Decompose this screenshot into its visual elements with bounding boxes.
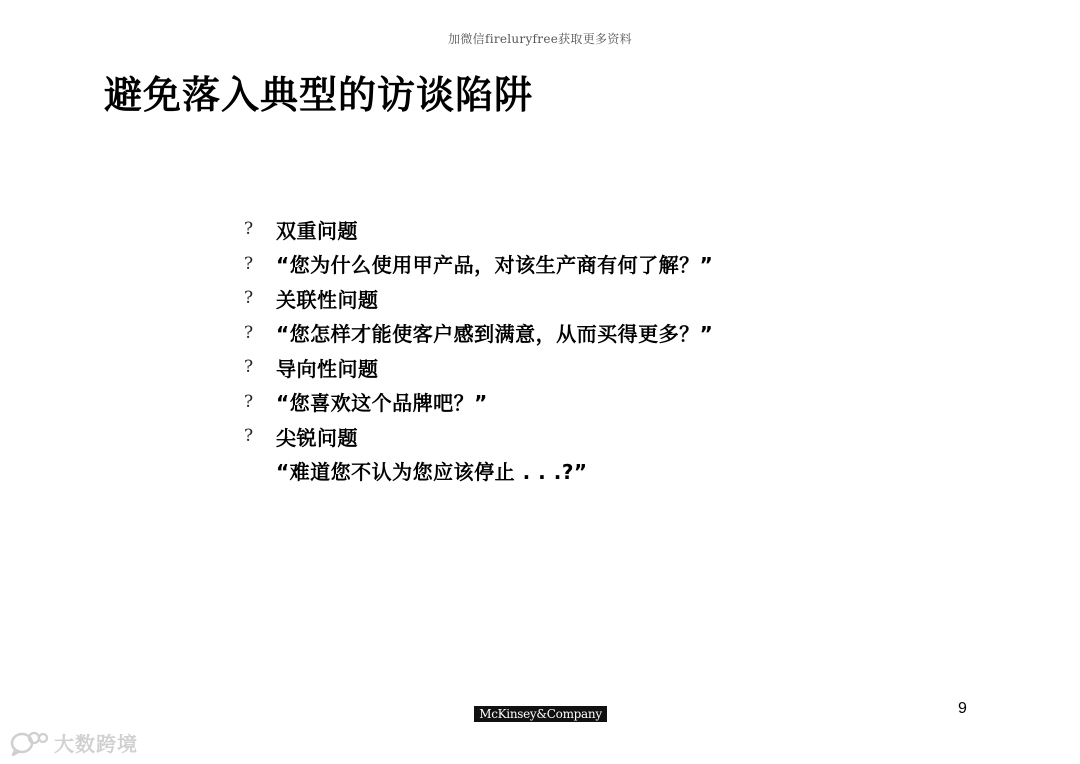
bullet-item	[244, 454, 713, 489]
watermark	[10, 728, 138, 757]
bullet-marker: ?	[244, 288, 254, 309]
page-number: 9	[958, 700, 967, 717]
chat-bubbles-icon	[10, 730, 48, 756]
bullet-item	[244, 350, 713, 385]
bullet-list	[244, 212, 713, 488]
bullet-marker: ?	[244, 253, 254, 274]
bullet-text: “您喜欢这个品牌吧？”	[276, 391, 488, 416]
bullet-marker: ?	[244, 426, 254, 447]
bullet-marker: ?	[244, 219, 254, 240]
bullet-marker: ?	[244, 322, 254, 343]
bullet-text: 导向性问题	[276, 356, 379, 381]
bullet-item	[244, 419, 713, 454]
bullet-item	[244, 247, 713, 282]
watermark-text: 大数跨境	[54, 732, 138, 756]
bullet-marker: ?	[244, 391, 254, 412]
bullet-marker: ?	[244, 357, 254, 378]
header-note: 加微信fireluryfree获取更多资料	[448, 32, 632, 46]
bullet-text: 关联性问题	[276, 287, 379, 312]
bullet-item	[244, 385, 713, 420]
bullet-text: “您怎样才能使客户感到满意，从而买得更多？”	[276, 322, 714, 347]
slide-title: 避免落入典型的访谈陷阱	[104, 73, 534, 117]
bullet-item	[244, 281, 713, 316]
bullet-item	[244, 212, 713, 247]
brand-logo: McKinsey&Company	[474, 706, 607, 722]
bullet-item	[244, 316, 713, 351]
bullet-text: “难道您不认为您应该停止 . . .?”	[276, 460, 588, 485]
bullet-text: “您为什么使用甲产品，对该生产商有何了解？”	[276, 253, 714, 278]
bullet-text: 双重问题	[276, 218, 358, 243]
bullet-text: 尖锐问题	[276, 425, 358, 450]
